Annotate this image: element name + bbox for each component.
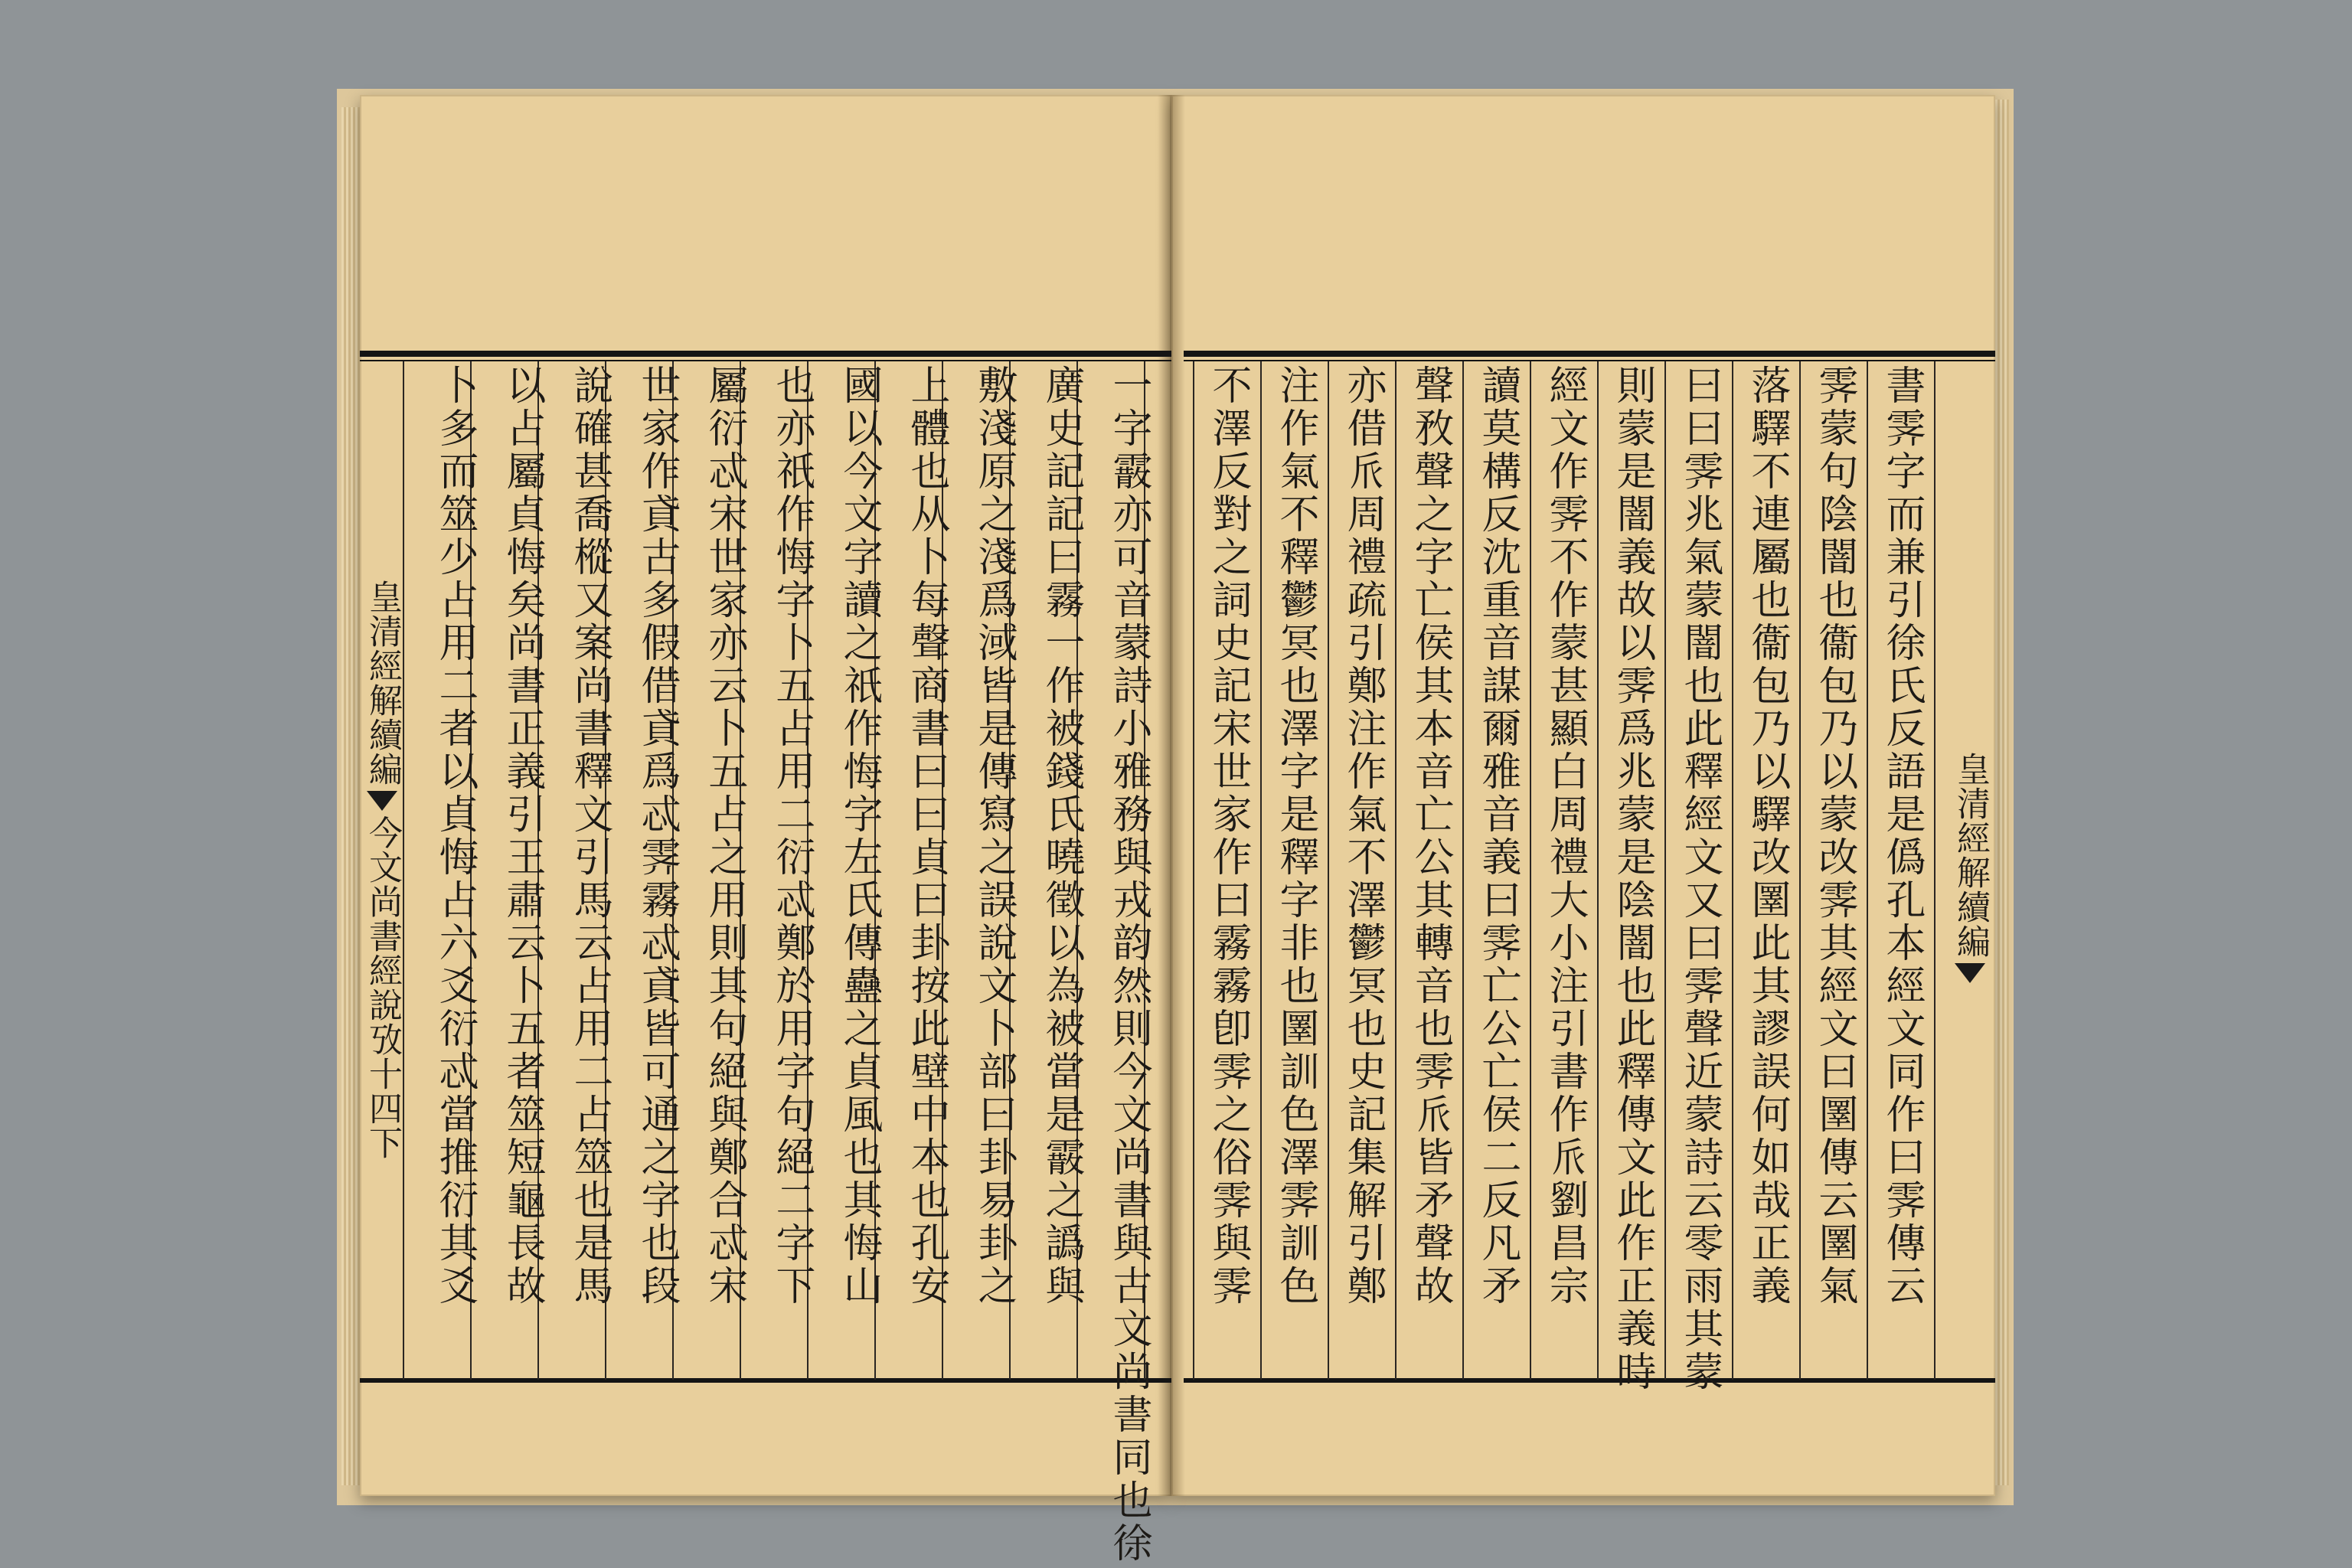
right-col-7: 讀莫構反沈重音謀爾雅音義曰霁亡公亡侯二反凡矛 bbox=[1475, 364, 1521, 1308]
right-top-rule-thin bbox=[1184, 360, 1995, 361]
left-col-10: 以占屬貞悔矣尚書正義引王肅云卜五者筮短龜長故 bbox=[499, 364, 545, 1308]
left-col-8: 世家作貣古多假借貣爲忒霁霧忒貣皆可通之字也段 bbox=[634, 364, 680, 1308]
left-col-7: 屬衍忒宋世家亦云卜五占之用則其句絕與鄭合忒宋 bbox=[701, 364, 747, 1308]
right-col-8: 聲敄聲之字亡侯其本音亡公其轉音也霁𠂢皆矛聲故 bbox=[1407, 364, 1453, 1308]
fishtail-mark bbox=[367, 791, 397, 811]
left-spine-subtitle: 今文尚書經說攷十四下 bbox=[363, 815, 402, 1160]
right-top-rule bbox=[1184, 351, 1995, 357]
right-col-6: 經文作霁不作蒙甚顯白周禮大小注引書作𠂢劉昌宗 bbox=[1542, 364, 1588, 1308]
right-bottom-rule bbox=[1184, 1378, 1995, 1383]
right-col-10: 注作氣不釋鬱冥也澤字是釋字非也圛訓色澤霁訓色 bbox=[1272, 364, 1318, 1308]
right-col-5: 則蒙是闇義故以霁爲兆蒙是陰闇也此釋傳文此作正義時 bbox=[1609, 364, 1655, 1393]
right-col-9: 亦借𠂢周禮疏引鄭注作氣不澤鬱冥也史記集解引鄭 bbox=[1340, 364, 1386, 1308]
right-spine-title: 皇清經解續編 bbox=[1951, 752, 1990, 959]
right-spine-strip bbox=[1951, 364, 1989, 1375]
left-col-6: 也亦祇作悔字卜五占用二衍忒鄭於用字句絕二字下 bbox=[769, 364, 815, 1308]
left-spine-strip bbox=[363, 364, 401, 1375]
left-column-divider bbox=[403, 361, 404, 1380]
right-col-11: 不澤反對之詞史記宋世家作曰霧霧卽霁之俗霁與霁 bbox=[1205, 364, 1251, 1308]
left-col-11: 卜多而筮少占用二者以貞悔占六爻衍忒當推衍其爻 bbox=[432, 364, 478, 1308]
right-col-3: 落驛不連屬也衞包乃以驛改圛此其謬誤何如哉正義 bbox=[1744, 364, 1790, 1308]
left-col-2: 廣史記記曰霧一作被錢氏曉徵以為被當是霰之譌與 bbox=[1038, 364, 1084, 1308]
right-col-2: 霁蒙句陰闇也衞包乃以蒙改霁其經文曰圛傳云圛氣 bbox=[1811, 364, 1857, 1308]
left-col-4: 上體也从卜每聲商書曰曰貞曰卦按此壁中本也孔安 bbox=[903, 364, 949, 1308]
right-col-4: 曰曰霁兆氣蒙闇也此釋經文又曰霁聲近蒙詩云零雨其蒙 bbox=[1677, 364, 1723, 1393]
left-top-rule bbox=[360, 351, 1171, 357]
left-spine-title: 皇清經解續編 bbox=[363, 580, 402, 786]
left-col-1: 一字霰亦可音蒙詩小雅務與戎韵然則今文尚書與古文尚書同也徐 bbox=[1106, 364, 1152, 1565]
right-col-1: 書霁字而兼引徐氏反語是僞孔本經文同作曰霁傳云 bbox=[1879, 364, 1925, 1308]
left-col-5: 國以今文字讀之祇作悔字左氏傳蠱之貞風也其悔山 bbox=[836, 364, 882, 1308]
fishtail-mark bbox=[1955, 963, 1985, 983]
left-col-9: 說確甚喬樅又案尚書釋文引馬云占用二占筮也是馬 bbox=[567, 364, 612, 1308]
left-col-3: 敷淺原之淺爲淢皆是傳寫之誤說文卜部曰卦易卦之 bbox=[971, 364, 1017, 1308]
left-bottom-rule bbox=[360, 1378, 1171, 1383]
left-top-rule-thin bbox=[360, 360, 1171, 361]
